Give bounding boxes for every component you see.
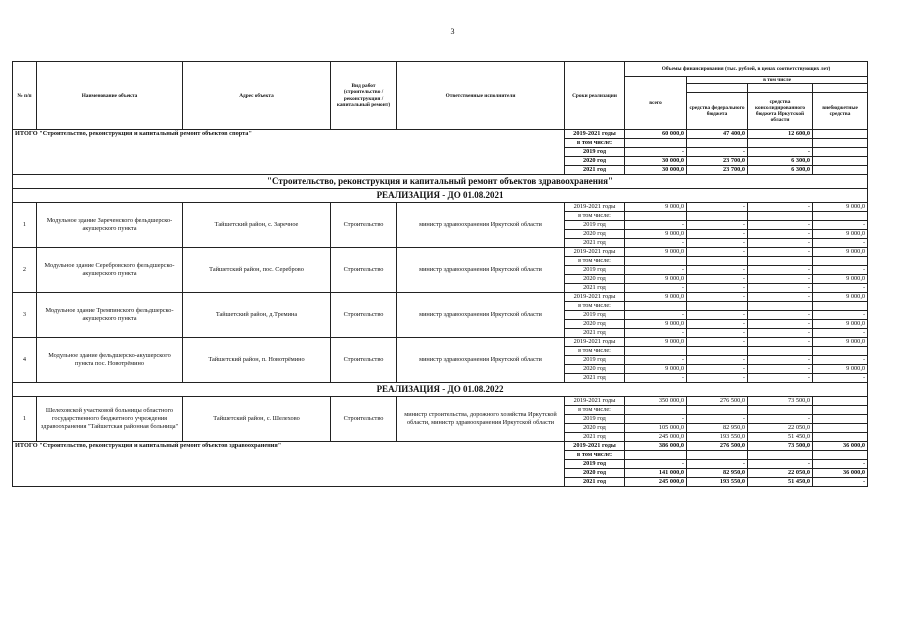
total-cell: 141 000,0 xyxy=(625,469,687,478)
federal-cell: 193 550,0 xyxy=(687,478,748,487)
federal-cell: - xyxy=(687,460,748,469)
total-cell xyxy=(625,347,687,356)
project-work-type: Строительство xyxy=(331,293,397,338)
regional-cell: - xyxy=(748,230,813,239)
regional-cell: - xyxy=(748,239,813,248)
period-cell: 2021 год xyxy=(565,433,625,442)
total-cell: - xyxy=(625,460,687,469)
extrabudget-cell: 9 000,0 xyxy=(813,275,868,284)
regional-cell xyxy=(748,139,813,148)
extrabudget-cell xyxy=(813,415,868,424)
header-num: № п/п xyxy=(13,62,37,130)
regional-cell: - xyxy=(748,320,813,329)
regional-cell: 6 300,0 xyxy=(748,166,813,175)
total-cell xyxy=(625,139,687,148)
extrabudget-cell xyxy=(813,424,868,433)
regional-cell xyxy=(748,257,813,266)
total-cell: 9 000,0 xyxy=(625,365,687,374)
project-name: Модульное здание Зареченского фельдшерско-акушерского пункта xyxy=(37,203,183,248)
extrabudget-cell xyxy=(813,139,868,148)
period-cell: 2020 год xyxy=(565,365,625,374)
total-cell: - xyxy=(625,148,687,157)
project-address: Тайшетский район, п. Новотрёмино xyxy=(183,338,331,383)
period-cell: 2019-2021 годы xyxy=(565,338,625,347)
project-address: Тайшетский район, пос. Сереброво xyxy=(183,248,331,293)
period-cell: 2019-2021 годы xyxy=(565,442,625,451)
extrabudget-cell xyxy=(813,347,868,356)
federal-cell: - xyxy=(687,374,748,383)
federal-cell: - xyxy=(687,148,748,157)
total-label: ИТОГО "Строительство, реконструкция и капитальный ремонт объектов здравоохранения" xyxy=(13,442,565,487)
total-cell: - xyxy=(625,374,687,383)
extrabudget-cell xyxy=(813,433,868,442)
federal-cell xyxy=(687,212,748,221)
project-name: Модульное здание Серебровского фельдшерско-акушерского пункта xyxy=(37,248,183,293)
regional-cell: 51 450,0 xyxy=(748,478,813,487)
regional-cell: 73 500,0 xyxy=(748,397,813,406)
extrabudget-cell: - xyxy=(813,374,868,383)
project-responsible: министр здравоохранения Иркутской области xyxy=(397,203,565,248)
regional-cell xyxy=(748,347,813,356)
regional-cell: 51 450,0 xyxy=(748,433,813,442)
period-cell: 2021 год xyxy=(565,239,625,248)
extrabudget-cell: 9 000,0 xyxy=(813,248,868,257)
total-cell: - xyxy=(625,221,687,230)
federal-cell: 276 500,0 xyxy=(687,442,748,451)
period-cell: 2021 год xyxy=(565,478,625,487)
project-work-type: Строительство xyxy=(331,338,397,383)
extrabudget-cell: - xyxy=(813,266,868,275)
period-cell: 2019 год xyxy=(565,415,625,424)
regional-cell: - xyxy=(748,284,813,293)
period-cell: 2019 год xyxy=(565,460,625,469)
regional-cell xyxy=(748,212,813,221)
table-header-row xyxy=(13,62,868,77)
period-cell: 2020 год xyxy=(565,320,625,329)
extrabudget-cell: - xyxy=(813,284,868,293)
sport-total-row xyxy=(13,130,868,139)
total-cell: 9 000,0 xyxy=(625,248,687,257)
total-cell: 9 000,0 xyxy=(625,338,687,347)
total-cell: 9 000,0 xyxy=(625,230,687,239)
project-address: Тайшетский район, с. Шелехово xyxy=(183,397,331,442)
regional-cell: - xyxy=(748,266,813,275)
period-cell: 2019 год xyxy=(565,311,625,320)
project-name: Модульное здание Тремпинского фельдшерско-акушерского пункта xyxy=(37,293,183,338)
regional-cell xyxy=(748,451,813,460)
table-row xyxy=(13,203,868,212)
table-row xyxy=(13,293,868,302)
period-cell: 2020 год xyxy=(565,424,625,433)
period-cell: 2020 год xyxy=(565,275,625,284)
total-cell: 30 000,0 xyxy=(625,166,687,175)
extrabudget-cell: 9 000,0 xyxy=(813,320,868,329)
header-federal: средства федерального бюджета xyxy=(687,93,748,130)
project-responsible: министр здравоохранения Иркутской области xyxy=(397,338,565,383)
federal-cell: 193 550,0 xyxy=(687,433,748,442)
table-row xyxy=(13,338,868,347)
extrabudget-cell: - xyxy=(813,460,868,469)
header-regional: средства консолидированного бюджета Иркутской области xyxy=(748,93,813,130)
subsection-title xyxy=(13,189,868,203)
header-responsible: Ответственные исполнители xyxy=(397,62,565,130)
federal-cell: - xyxy=(687,275,748,284)
project-address: Тайшетский район, д.Тремина xyxy=(183,293,331,338)
extrabudget-cell xyxy=(813,302,868,311)
section-title xyxy=(13,175,868,189)
period-cell: 2019-2021 годы xyxy=(565,203,625,212)
total-cell: - xyxy=(625,356,687,365)
federal-cell xyxy=(687,347,748,356)
federal-cell: 47 400,0 xyxy=(687,130,748,139)
federal-cell: - xyxy=(687,338,748,347)
period-cell: 2019 год xyxy=(565,266,625,275)
period-cell: 2019 год xyxy=(565,356,625,365)
page-number: 3 xyxy=(450,27,455,36)
header-address: Адрес объекта xyxy=(183,62,331,130)
project-work-type: Строительство xyxy=(331,203,397,248)
total-cell xyxy=(625,212,687,221)
federal-cell: - xyxy=(687,311,748,320)
extrabudget-cell: - xyxy=(813,356,868,365)
regional-cell: 73 500,0 xyxy=(748,442,813,451)
federal-cell xyxy=(687,302,748,311)
project-number: 3 xyxy=(13,293,37,338)
total-cell: 245 000,0 xyxy=(625,478,687,487)
extrabudget-cell xyxy=(813,212,868,221)
extrabudget-cell: 9 000,0 xyxy=(813,230,868,239)
regional-cell: - xyxy=(748,248,813,257)
regional-cell: - xyxy=(748,203,813,212)
total-cell: 350 000,0 xyxy=(625,397,687,406)
table-row xyxy=(13,248,868,257)
project-number: 2 xyxy=(13,248,37,293)
extrabudget-cell: 9 000,0 xyxy=(813,293,868,302)
federal-cell: - xyxy=(687,248,748,257)
extrabudget-cell: - xyxy=(813,329,868,338)
extrabudget-cell xyxy=(813,397,868,406)
regional-cell: 12 600,0 xyxy=(748,130,813,139)
regional-cell: - xyxy=(748,148,813,157)
regional-cell: - xyxy=(748,275,813,284)
regional-cell: - xyxy=(748,221,813,230)
total-label: ИТОГО "Строительство, реконструкция и капитальный ремонт объектов спорта" xyxy=(13,130,565,175)
period-cell: 2019-2021 годы xyxy=(565,293,625,302)
period-cell: 2019 год xyxy=(565,221,625,230)
total-cell xyxy=(625,406,687,415)
period-cell: в том числе: xyxy=(565,212,625,221)
section-title-cell: "Строительство, реконструкция и капитальный ремонт объектов здравоохранения" xyxy=(13,175,868,189)
period-cell: 2019-2021 годы xyxy=(565,397,625,406)
total-cell xyxy=(625,451,687,460)
regional-cell: 6 300,0 xyxy=(748,157,813,166)
project-number: 1 xyxy=(13,397,37,442)
project-number: 4 xyxy=(13,338,37,383)
project-work-type: Строительство xyxy=(331,248,397,293)
period-cell: 2021 год xyxy=(565,166,625,175)
period-cell: в том числе: xyxy=(565,139,625,148)
subsection-title-cell: РЕАЛИЗАЦИЯ - ДО 01.08.2021 xyxy=(13,189,868,203)
regional-cell xyxy=(748,406,813,415)
total-cell: 9 000,0 xyxy=(625,293,687,302)
federal-cell: - xyxy=(687,230,748,239)
federal-cell: 23 700,0 xyxy=(687,166,748,175)
federal-cell: 82 950,0 xyxy=(687,424,748,433)
regional-cell: - xyxy=(748,356,813,365)
federal-cell: 276 500,0 xyxy=(687,397,748,406)
federal-cell: - xyxy=(687,415,748,424)
total-cell: 60 000,0 xyxy=(625,130,687,139)
period-cell: 2019 год xyxy=(565,148,625,157)
total-cell: - xyxy=(625,329,687,338)
total-cell: - xyxy=(625,239,687,248)
regional-cell: - xyxy=(748,329,813,338)
period-cell: 2021 год xyxy=(565,329,625,338)
extrabudget-cell: 9 000,0 xyxy=(813,338,868,347)
extrabudget-cell xyxy=(813,157,868,166)
period-cell: в том числе: xyxy=(565,347,625,356)
total-cell: 9 000,0 xyxy=(625,203,687,212)
federal-cell: - xyxy=(687,203,748,212)
period-cell: в том числе: xyxy=(565,406,625,415)
total-cell: 30 000,0 xyxy=(625,157,687,166)
federal-cell: 23 700,0 xyxy=(687,157,748,166)
federal-cell: - xyxy=(687,221,748,230)
federal-cell: - xyxy=(687,329,748,338)
federal-cell xyxy=(687,257,748,266)
regional-cell: - xyxy=(748,460,813,469)
extrabudget-cell: - xyxy=(813,311,868,320)
total-cell: 386 000,0 xyxy=(625,442,687,451)
extrabudget-cell: 9 000,0 xyxy=(813,365,868,374)
header-total: всего xyxy=(625,77,687,130)
extrabudget-cell: 36 000,0 xyxy=(813,442,868,451)
total-cell: - xyxy=(625,266,687,275)
regional-cell: - xyxy=(748,311,813,320)
period-cell: 2019-2021 годы xyxy=(565,130,625,139)
federal-cell: - xyxy=(687,356,748,365)
total-cell: - xyxy=(625,311,687,320)
extrabudget-cell: - xyxy=(813,221,868,230)
period-cell: 2020 год xyxy=(565,157,625,166)
period-cell: 2020 год xyxy=(565,469,625,478)
federal-cell: - xyxy=(687,284,748,293)
federal-cell: - xyxy=(687,266,748,275)
period-cell: в том числе: xyxy=(565,302,625,311)
header-including: в том числе xyxy=(687,77,868,84)
extrabudget-cell: - xyxy=(813,478,868,487)
federal-cell xyxy=(687,139,748,148)
regional-cell xyxy=(748,302,813,311)
table-row xyxy=(13,397,868,406)
project-responsible: министр здравоохранения Иркутской области xyxy=(397,248,565,293)
health-total-row xyxy=(13,442,868,451)
total-cell xyxy=(625,302,687,311)
extrabudget-cell xyxy=(813,166,868,175)
subsection-title xyxy=(13,383,868,397)
federal-cell: - xyxy=(687,365,748,374)
extrabudget-cell xyxy=(813,130,868,139)
header-name: Наименование объекта xyxy=(37,62,183,130)
federal-cell: - xyxy=(687,293,748,302)
project-responsible: министр здравоохранения Иркутской области xyxy=(397,293,565,338)
regional-cell: - xyxy=(748,365,813,374)
project-name: Модульное здание фельдшерско-акушерского пункта пос. Новотрёмино xyxy=(37,338,183,383)
period-cell: в том числе: xyxy=(565,451,625,460)
federal-cell: 82 950,0 xyxy=(687,469,748,478)
extrabudget-cell: 36 000,0 xyxy=(813,469,868,478)
total-cell: 105 000,0 xyxy=(625,424,687,433)
regional-cell: - xyxy=(748,415,813,424)
total-cell: 245 000,0 xyxy=(625,433,687,442)
total-cell: 9 000,0 xyxy=(625,275,687,284)
regional-cell: - xyxy=(748,374,813,383)
header-extrabudget: внебюджетные средства xyxy=(813,93,868,130)
federal-cell xyxy=(687,406,748,415)
extrabudget-cell: 9 000,0 xyxy=(813,203,868,212)
header-financing: Объемы финансирования (тыс. рублей, в ценах соответствующих лет) xyxy=(625,62,868,77)
period-cell: в том числе: xyxy=(565,257,625,266)
period-cell: 2019-2021 годы xyxy=(565,248,625,257)
period-cell: 2021 год xyxy=(565,284,625,293)
total-cell xyxy=(625,257,687,266)
regional-cell: 22 050,0 xyxy=(748,469,813,478)
extrabudget-cell xyxy=(813,257,868,266)
subsection-title-cell: РЕАЛИЗАЦИЯ - ДО 01.08.2022 xyxy=(13,383,868,397)
federal-cell: - xyxy=(687,320,748,329)
federal-cell xyxy=(687,451,748,460)
total-cell: 9 000,0 xyxy=(625,320,687,329)
project-work-type: Строительство xyxy=(331,397,397,442)
regional-cell: - xyxy=(748,293,813,302)
period-cell: 2021 год xyxy=(565,374,625,383)
project-name: Шелеховской участковой больницы областного государственного бюджетного учреждения здравоохранения "Тайшетская районная больница" xyxy=(37,397,183,442)
financing-table xyxy=(12,61,868,487)
header-work-type: Вид работ (строительство /реконструкция /капитальный ремонт) xyxy=(331,62,397,130)
extrabudget-cell xyxy=(813,406,868,415)
period-cell: 2020 год xyxy=(565,230,625,239)
federal-cell: - xyxy=(687,239,748,248)
extrabudget-cell xyxy=(813,451,868,460)
total-cell: - xyxy=(625,284,687,293)
project-responsible: министр строительства, дорожного хозяйства Иркутской области, министр здравоохранения Иркутской области xyxy=(397,397,565,442)
regional-cell: - xyxy=(748,338,813,347)
project-number: 1 xyxy=(13,203,37,248)
extrabudget-cell xyxy=(813,148,868,157)
regional-cell: 22 050,0 xyxy=(748,424,813,433)
header-term: Сроки реализации xyxy=(565,62,625,130)
total-cell: - xyxy=(625,415,687,424)
extrabudget-cell: - xyxy=(813,239,868,248)
project-address: Тайшетский район, с. Заречное xyxy=(183,203,331,248)
